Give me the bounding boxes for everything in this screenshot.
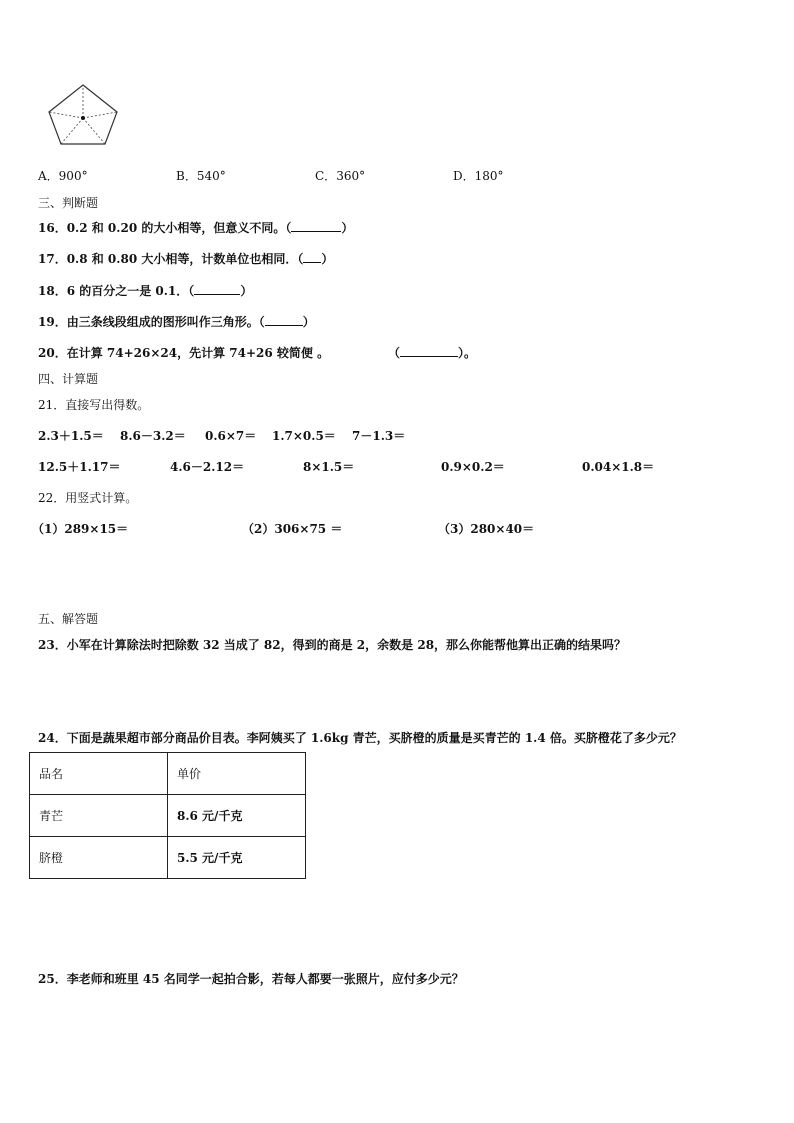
question-21-label: 21．直接写出得数。: [38, 398, 150, 412]
answer-blank-20[interactable]: [400, 345, 458, 357]
table-header-cell: 单价: [168, 753, 306, 795]
table-row: [30, 837, 306, 879]
option-c: C．360°: [315, 169, 366, 183]
option-a: A．900°: [38, 169, 88, 183]
answer-blank-17[interactable]: [303, 251, 321, 263]
q22-item: （2）306×75 ＝: [242, 522, 343, 536]
question-25: 25．李老师和班里 45 名同学一起拍合影，若每人都要一张照片，应付多少元？: [38, 972, 464, 986]
table-cell: 5.5 元/千克: [168, 837, 306, 879]
section-4-title: 四、计算题: [38, 372, 99, 386]
q21-row1-item: 0.6×7＝: [205, 429, 257, 443]
option-d: D．180°: [453, 169, 504, 183]
pentagon-figure: [45, 82, 121, 148]
question-23: 23．小军在计算除法时把除数 32 当成了 82，得到的商是 2，余数是 28，那么你能帮他算出正确的结果吗？: [38, 638, 627, 652]
question-19: 19．由三条线段组成的图形叫作三角形。（ ）: [38, 315, 315, 329]
q21-row2-item: 12.5＋1.17＝: [38, 460, 121, 474]
answer-blank-16[interactable]: [291, 220, 341, 232]
question-20: 20．在计算 74+26×24，先计算 74+26 较简便 。: [38, 346, 330, 360]
q21-row1-item: 7－1.3＝: [352, 429, 406, 443]
table-header-cell: 品名: [30, 753, 168, 795]
table-cell: 8.6 元/千克: [168, 795, 306, 837]
table-row: [30, 795, 306, 837]
table-cell: 脐橙: [30, 837, 168, 879]
table-cell: 青芒: [30, 795, 168, 837]
question-18: 18．6 的百分之一是 0.1．（ ）: [38, 284, 253, 298]
question-17: 17．0.8 和 0.80 大小相等，计数单位也相同．（ ）: [38, 252, 334, 266]
q21-row1-item: 8.6－3.2＝: [120, 429, 186, 443]
option-b: B．540°: [176, 169, 226, 183]
q21-row1-item: 2.3＋1.5＝: [38, 429, 104, 443]
answer-blank-18[interactable]: [194, 283, 240, 295]
price-table: [29, 752, 306, 879]
q22-item: （1）289×15＝: [32, 522, 129, 536]
question-24: 24．下面是蔬果超市部分商品价目表。李阿姨买了 1.6kg 青芒，买脐橙的质量是买青芒的 1.4 倍。买脐橙花了多少元？: [38, 731, 682, 745]
q22-item: （3）280×40＝: [438, 522, 535, 536]
question-16: 16．0.2 和 0.20 的大小相等，但意义不同。（ ）: [38, 221, 354, 235]
table-row: [30, 753, 306, 795]
q21-row2-item: 0.9×0.2＝: [441, 460, 505, 474]
q21-row2-item: 0.04×1.8＝: [582, 460, 655, 474]
section-5-title: 五、解答题: [38, 612, 99, 626]
q21-row2-item: 8×1.5＝: [303, 460, 355, 474]
question-22-label: 22．用竖式计算。: [38, 491, 138, 505]
answer-blank-19[interactable]: [265, 314, 303, 326]
question-20-answer: （ ）。: [388, 346, 477, 360]
section-3-title: 三、判断题: [38, 196, 99, 210]
q21-row1-item: 1.7×0.5＝: [272, 429, 336, 443]
q21-row2-item: 4.6－2.12＝: [170, 460, 245, 474]
